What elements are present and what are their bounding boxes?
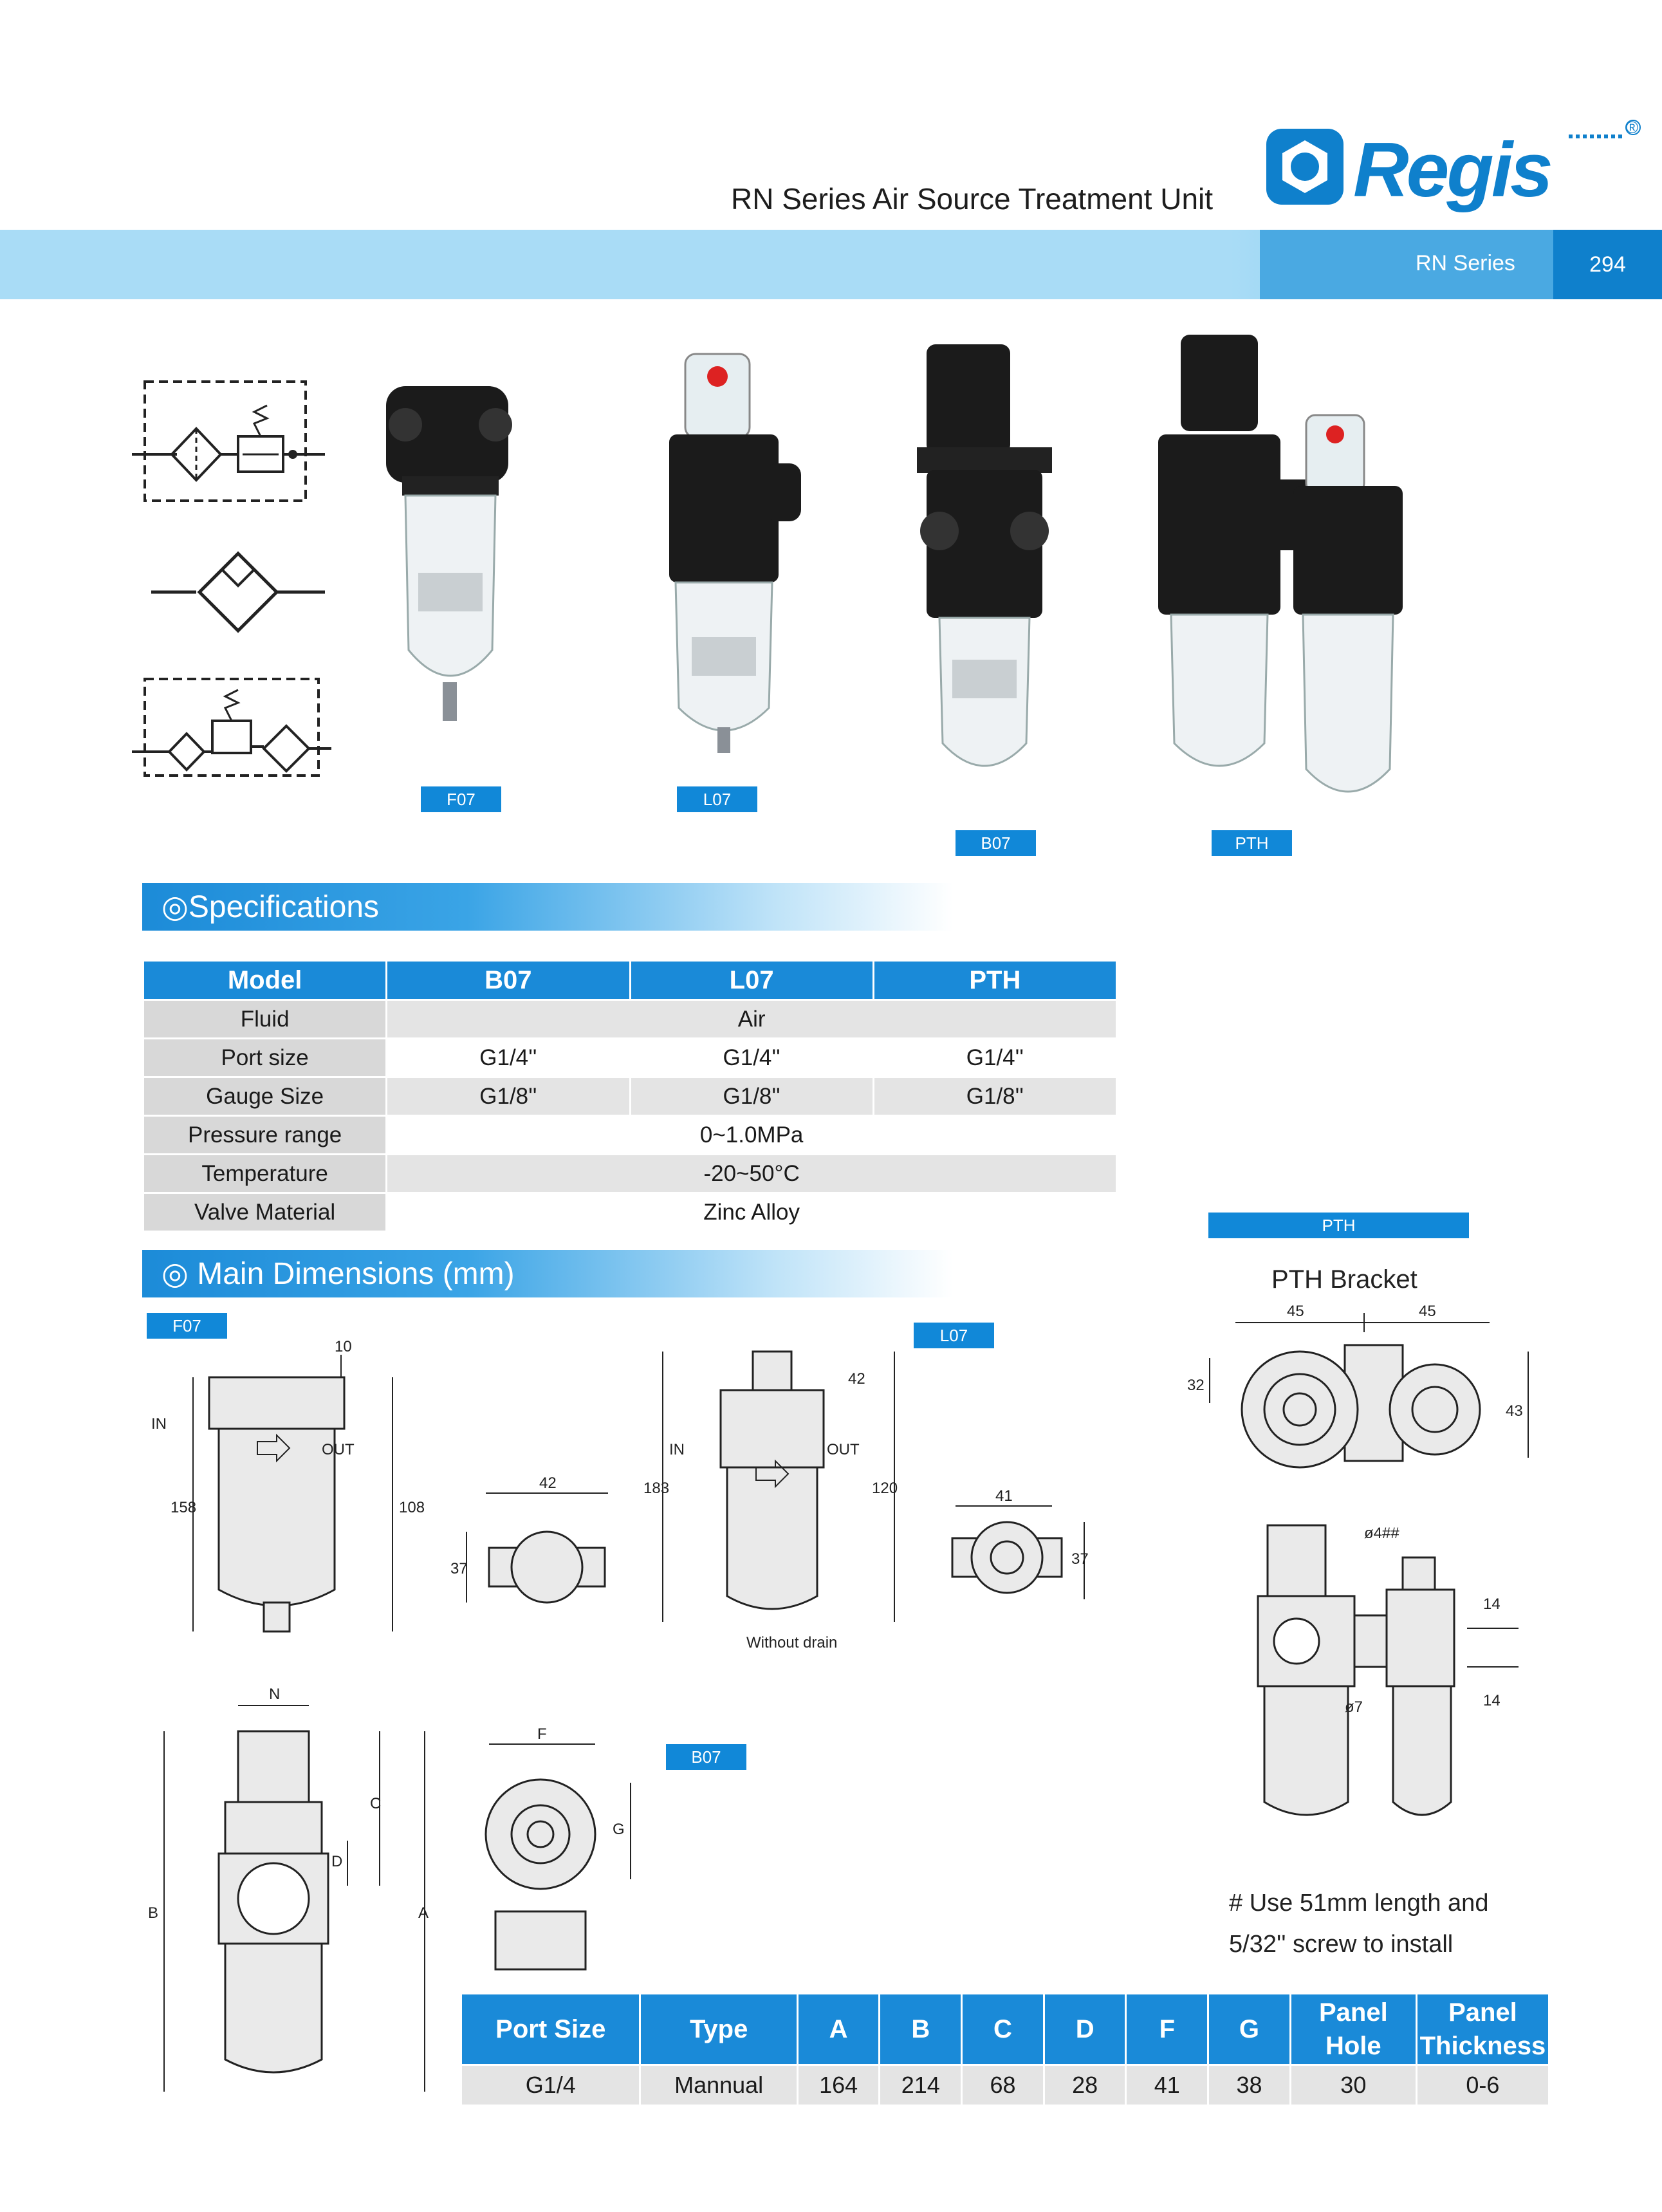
b07-dim-n: N bbox=[269, 1686, 281, 1703]
table-header-cell: Panel Thickness bbox=[1417, 1994, 1548, 2064]
dimension-table bbox=[460, 1993, 1550, 2106]
pth-dim-45a: 45 bbox=[1287, 1303, 1304, 1320]
table-row bbox=[144, 1001, 1116, 1037]
table-cell: 30 bbox=[1291, 2066, 1416, 2105]
table-header-cell: F bbox=[1127, 1994, 1207, 2064]
table-cell: G1/4'' bbox=[387, 1039, 629, 1076]
table-cell: 68 bbox=[963, 2066, 1043, 2105]
pth-product-image bbox=[1152, 331, 1422, 833]
f07-product-image bbox=[373, 380, 528, 753]
b07-tag: B07 bbox=[956, 830, 1036, 856]
l07-note: Without drain bbox=[746, 1634, 838, 1651]
table-cell: 0~1.0MPa bbox=[387, 1117, 1116, 1153]
pth-dim-43: 43 bbox=[1506, 1402, 1523, 1420]
table-cell: Air bbox=[387, 1001, 1116, 1037]
l07-top-view-drawing bbox=[936, 1487, 1097, 1615]
specifications-table bbox=[142, 960, 1118, 1232]
page-title: RN Series Air Source Treatment Unit bbox=[731, 182, 1214, 216]
table-cell: G1/4'' bbox=[631, 1039, 873, 1076]
l07-dim-41: 41 bbox=[995, 1487, 1013, 1505]
b07-product-image bbox=[914, 338, 1068, 788]
frl-symbol-icon bbox=[132, 378, 325, 507]
table-header-cell: B bbox=[880, 1994, 961, 2064]
pth-install-note bbox=[1229, 1882, 1488, 1965]
b07-dim-tag: B07 bbox=[666, 1744, 746, 1770]
table-header-cell: A bbox=[799, 1994, 879, 2064]
pth-bracket-title: PTH Bracket bbox=[1271, 1265, 1417, 1294]
row-label: Temperature bbox=[144, 1155, 385, 1192]
l07-product-image bbox=[656, 348, 804, 759]
l07-dim-tag: L07 bbox=[914, 1323, 994, 1348]
pth-dim-14a: 14 bbox=[1483, 1595, 1500, 1613]
b07-dim-c: C bbox=[370, 1795, 382, 1812]
row-label: Gauge Size bbox=[144, 1078, 385, 1115]
b07-dim-b: B bbox=[148, 1904, 159, 1922]
pth-hole-label: ø4## bbox=[1364, 1525, 1399, 1542]
series-label: RN Series bbox=[1416, 251, 1515, 275]
f07-top-view-drawing bbox=[450, 1474, 618, 1615]
b07-top-view-drawing bbox=[476, 1725, 656, 1976]
table-row bbox=[144, 1194, 1116, 1231]
regis-logo-icon bbox=[1266, 122, 1639, 212]
f07-dim-108: 108 bbox=[399, 1499, 425, 1516]
filter-regulator-symbol-icon bbox=[132, 676, 331, 785]
table-header-cell: G bbox=[1209, 1994, 1289, 2064]
f07-dim-37: 37 bbox=[450, 1560, 468, 1577]
table-cell: G1/8'' bbox=[874, 1078, 1116, 1115]
pth-tag: PTH bbox=[1212, 830, 1292, 856]
l07-tag: L07 bbox=[677, 786, 757, 812]
l07-dimension-drawing bbox=[643, 1339, 914, 1660]
table-header-cell: C bbox=[963, 1994, 1043, 2064]
b07-dim-a: A bbox=[418, 1904, 429, 1922]
table-cell: 28 bbox=[1045, 2066, 1125, 2105]
table-cell: 41 bbox=[1127, 2066, 1207, 2105]
table-cell: 38 bbox=[1209, 2066, 1289, 2105]
page-number: 294 bbox=[1553, 230, 1662, 299]
table-cell: Mannual bbox=[641, 2066, 796, 2105]
table-row bbox=[462, 2066, 1548, 2105]
table-cell: G1/4 bbox=[462, 2066, 639, 2105]
b07-dim-d: D bbox=[331, 1853, 343, 1870]
pth-dim-45b: 45 bbox=[1419, 1303, 1436, 1320]
row-label: Port size bbox=[144, 1039, 385, 1076]
f07-dim-tag: F07 bbox=[147, 1313, 227, 1339]
dimensions-heading: ◎ Main Dimensions (mm) bbox=[142, 1250, 953, 1297]
pth-note-line2: 5/32'' screw to install bbox=[1229, 1931, 1454, 1958]
table-row bbox=[144, 1078, 1116, 1115]
f07-dim-158: 158 bbox=[171, 1499, 197, 1516]
pth-bracket-drawing bbox=[1184, 1294, 1544, 1480]
l07-dim-42: 42 bbox=[848, 1370, 865, 1388]
f07-out-label: OUT bbox=[322, 1441, 355, 1458]
table-cell: 0-6 bbox=[1417, 2066, 1548, 2105]
f07-dim-10: 10 bbox=[335, 1338, 352, 1355]
table-cell: G1/8'' bbox=[387, 1078, 629, 1115]
pth-dim-tag: PTH bbox=[1208, 1213, 1469, 1238]
registered-mark: ® bbox=[1626, 118, 1639, 137]
row-label: Valve Material bbox=[144, 1194, 385, 1231]
l07-dim-37-top: 37 bbox=[1071, 1550, 1089, 1568]
table-header-cell: L07 bbox=[631, 962, 873, 999]
f07-tag: F07 bbox=[421, 786, 501, 812]
pth-dim-14b: 14 bbox=[1483, 1692, 1500, 1709]
l07-dim-183: 183 bbox=[643, 1480, 670, 1497]
l07-in-label: IN bbox=[669, 1441, 685, 1458]
pth-dim-7: ø7 bbox=[1345, 1698, 1363, 1716]
pth-note-line1: # Use 51mm length and bbox=[1229, 1890, 1489, 1917]
f07-dimension-drawing bbox=[148, 1319, 425, 1648]
table-header-cell: Panel Hole bbox=[1291, 1994, 1416, 2064]
table-cell: 164 bbox=[799, 2066, 879, 2105]
table-header-row bbox=[462, 1994, 1548, 2064]
pth-assembly-drawing bbox=[1248, 1519, 1544, 1854]
row-label: Pressure range bbox=[144, 1117, 385, 1153]
table-cell: -20~50°C bbox=[387, 1155, 1116, 1192]
table-cell: G1/4'' bbox=[874, 1039, 1116, 1076]
f07-dim-42: 42 bbox=[539, 1474, 557, 1492]
b07-dim-f: F bbox=[537, 1725, 547, 1743]
table-header-cell: Type bbox=[641, 1994, 796, 2064]
l07-dim-120: 120 bbox=[872, 1480, 898, 1497]
table-row bbox=[144, 1155, 1116, 1192]
b07-dimension-drawing bbox=[135, 1680, 457, 2105]
filter-symbol-icon bbox=[151, 550, 325, 634]
table-cell: 214 bbox=[880, 2066, 961, 2105]
l07-out-label: OUT bbox=[827, 1441, 860, 1458]
svg-text:Regis: Regis bbox=[1353, 127, 1551, 213]
table-header-cell: PTH bbox=[874, 962, 1116, 999]
table-row bbox=[144, 1117, 1116, 1153]
table-header-row bbox=[144, 962, 1116, 999]
pth-dim-32: 32 bbox=[1187, 1377, 1205, 1394]
table-cell: Zinc Alloy bbox=[387, 1194, 1116, 1231]
table-header-cell: D bbox=[1045, 1994, 1125, 2064]
specifications-heading: ◎Specifications bbox=[142, 883, 953, 931]
b07-dim-g: G bbox=[613, 1821, 625, 1838]
table-header-cell: B07 bbox=[387, 962, 629, 999]
f07-in-label: IN bbox=[151, 1415, 167, 1433]
table-header-cell: Model bbox=[144, 962, 385, 999]
table-row bbox=[144, 1039, 1116, 1076]
table-header-cell: Port Size bbox=[462, 1994, 639, 2064]
table-cell: G1/8'' bbox=[631, 1078, 873, 1115]
row-label: Fluid bbox=[144, 1001, 385, 1037]
